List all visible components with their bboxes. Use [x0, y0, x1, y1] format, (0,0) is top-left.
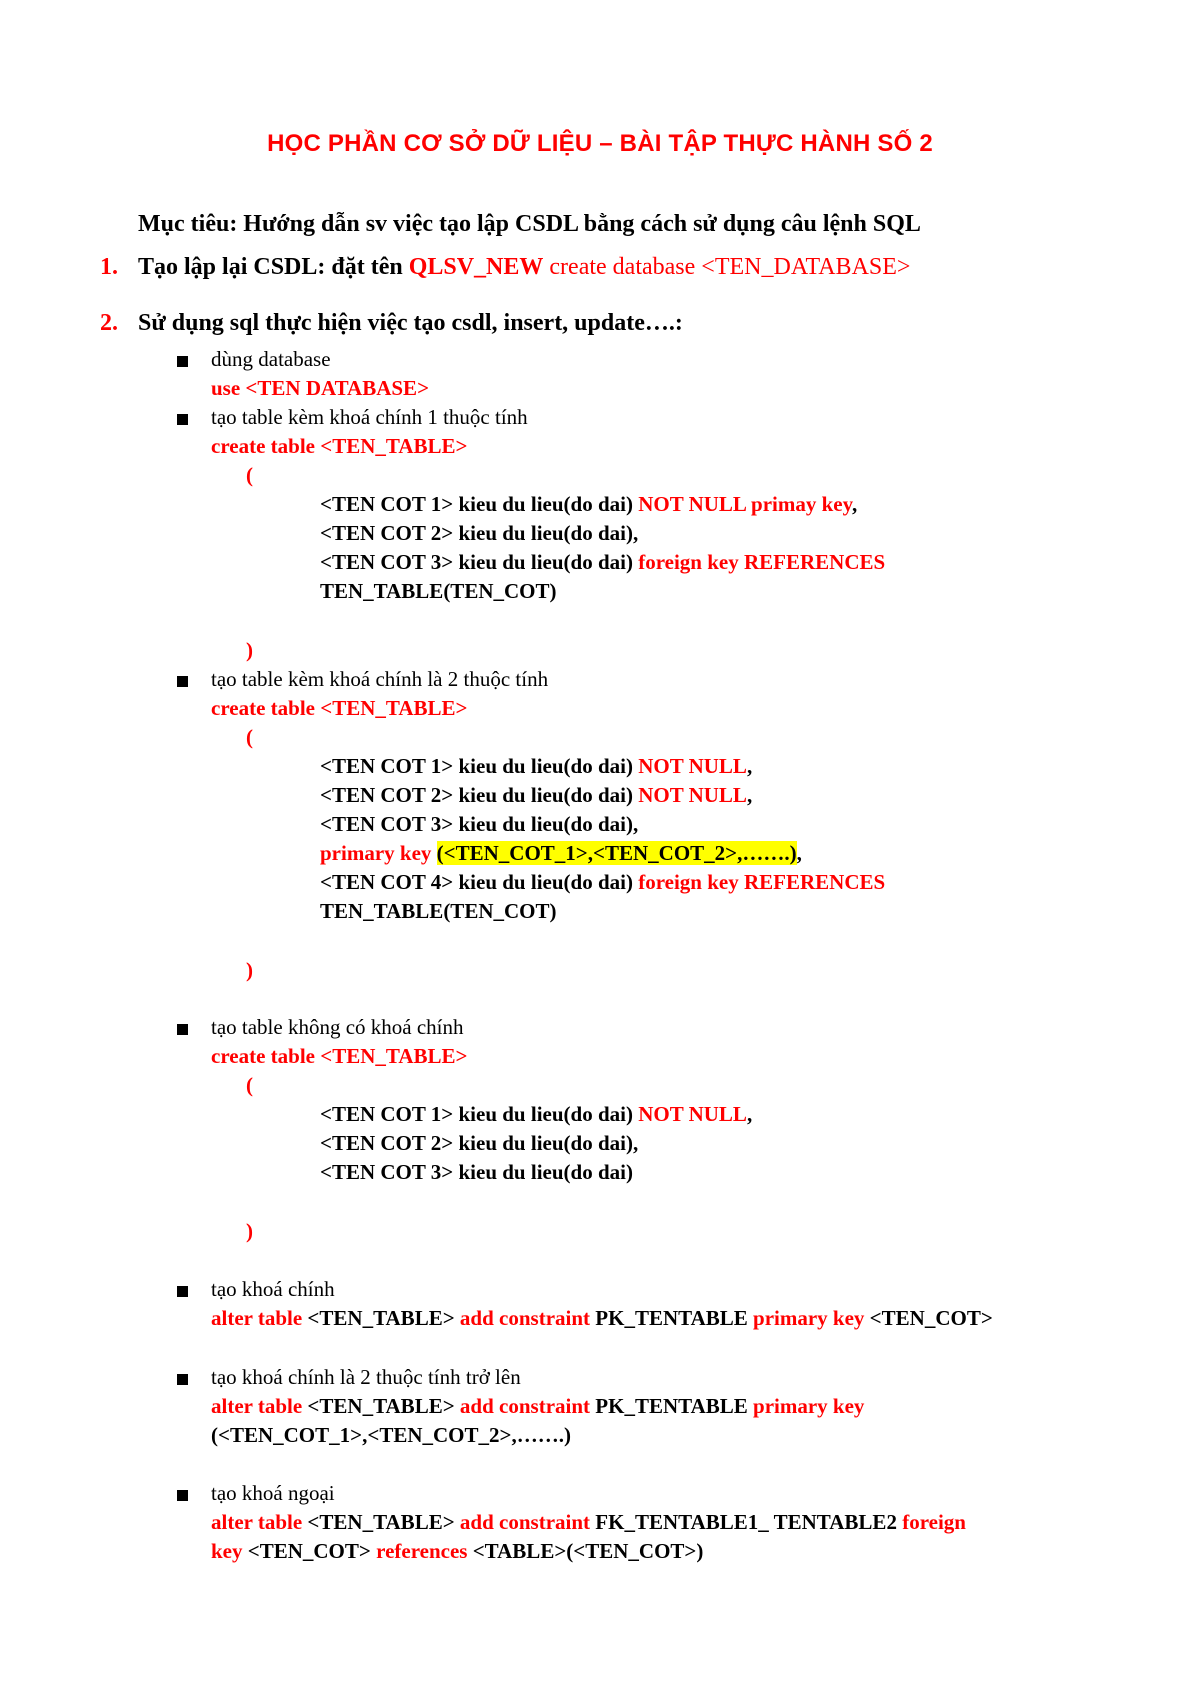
sec-pk2-line3: <TEN COT 3> kieu du lieu(do dai), [320, 812, 639, 836]
keyword: primary key [753, 1306, 870, 1330]
col-def: <TEN COT 1> kieu du lieu(do dai) [320, 492, 639, 516]
identifier: <TEN_COT> [247, 1539, 377, 1563]
sec-pk2-open: ( [246, 725, 253, 749]
sec-nopk-line2: <TEN COT 2> kieu du lieu(do dai), [320, 1131, 639, 1155]
sec-nopk-close: ) [246, 1219, 253, 1243]
keyword: key [211, 1539, 248, 1563]
identifier: <TEN_COT> [869, 1306, 993, 1330]
objective: Mục tiêu: Hướng dẫn sv việc tạo lập CSDL bằng cách sử dụng câu lệnh SQL [138, 211, 921, 237]
sec-pk1-close: ) [246, 638, 253, 662]
sec-addpk2-line2: (<TEN_COT_1>,<TEN_COT_2>,…….) [211, 1423, 571, 1447]
item1-dbname: QLSV_NEW [408, 254, 544, 280]
sec-nopk-open: ( [246, 1073, 253, 1097]
constraint-text: foreign key REFERENCES [638, 870, 886, 894]
bullet-icon [177, 676, 188, 687]
sec-fk-line2 [211, 1539, 703, 1564]
col-def: <TEN COT 1> kieu du lieu(do dai) [320, 1102, 639, 1126]
sec-use-label: dùng database [211, 347, 331, 371]
keyword: alter table [211, 1510, 308, 1534]
sec-pk2-line1 [320, 754, 752, 779]
bullet-icon [177, 1024, 188, 1035]
item2-number [100, 310, 118, 337]
keyword: primary key [753, 1394, 865, 1418]
sec-use-code: use <TEN DATABASE> [211, 376, 430, 400]
sec-pk2-create: create table <TEN_TABLE> [211, 696, 468, 720]
constraint-text: NOT NULL [638, 754, 747, 778]
item1-number [100, 254, 118, 281]
identifier: FK_TENTABLE1_ TENTABLE2 [595, 1510, 903, 1534]
sec-pk1-line2: <TEN COT 2> kieu du lieu(do dai), [320, 521, 639, 545]
sec-addpk-code [211, 1306, 993, 1331]
keyword: alter table [211, 1394, 308, 1418]
comma: , [746, 783, 753, 807]
comma: , [746, 1102, 753, 1126]
sec-pk2-line5 [320, 870, 885, 895]
document-title: HỌC PHẦN CƠ SỞ DỮ LIỆU – BÀI TẬP THỰC HÀNH SỐ 2 [267, 130, 933, 157]
sec-pk2-line2 [320, 783, 752, 808]
sec-nopk-line1 [320, 1102, 752, 1127]
sec-addpk2-code [211, 1394, 864, 1419]
identifier: <TABLE>(<TEN_COT>) [472, 1539, 704, 1563]
constraint-text: primary key [320, 841, 437, 865]
sec-pk2-line6: TEN_TABLE(TEN_COT) [320, 899, 557, 923]
bullet-icon [177, 1490, 188, 1501]
col-def: <TEN COT 3> kieu du lieu(do dai) [320, 550, 639, 574]
bullet-icon [177, 1286, 188, 1297]
item2-text: Sử dụng sql thực hiện việc tạo csdl, insert, update….: [138, 310, 683, 336]
keyword: add constraint [459, 1510, 596, 1534]
comma: , [746, 754, 753, 778]
sec-pk1-line3 [320, 550, 885, 575]
sec-nopk-line3: <TEN COT 3> kieu du lieu(do dai) [320, 1160, 633, 1184]
bullet-icon [177, 1374, 188, 1385]
keyword: foreign [902, 1510, 966, 1534]
sec-pk1-create: create table <TEN_TABLE> [211, 434, 468, 458]
identifier: PK_TENTABLE [595, 1306, 754, 1330]
constraint-text: NOT NULL [638, 783, 747, 807]
sec-pk1-label: tạo table kèm khoá chính 1 thuộc tính [211, 405, 528, 429]
sec-fk-code [211, 1510, 966, 1535]
sec-pk1-line4: TEN_TABLE(TEN_COT) [320, 579, 557, 603]
col-def: <TEN COT 2> kieu du lieu(do dai) [320, 783, 639, 807]
keyword: add constraint [459, 1306, 596, 1330]
sec-pk2-line4 [320, 841, 802, 866]
keyword: add constraint [459, 1394, 596, 1418]
bullet-icon [177, 356, 188, 367]
sec-pk1-line1 [320, 492, 857, 517]
col-def: <TEN COT 4> kieu du lieu(do dai) [320, 870, 639, 894]
sec-nopk-label: tạo table không có khoá chính [211, 1015, 464, 1039]
item2-number-label: 2. [100, 310, 118, 336]
keyword: references [376, 1539, 473, 1563]
bullet-icon [177, 414, 188, 425]
item1-cmd: create database <TEN_DATABASE> [543, 254, 911, 280]
item1-number-label: 1. [100, 254, 118, 280]
item1-text: Tạo lập lại CSDL: đặt tên [138, 254, 409, 280]
identifier: <TEN_TABLE> [307, 1306, 460, 1330]
sec-fk-label: tạo khoá ngoại [211, 1481, 335, 1505]
item1-line [138, 254, 910, 281]
keyword: alter table [211, 1306, 308, 1330]
comma: , [851, 492, 858, 516]
comma: , [796, 841, 802, 865]
identifier: PK_TENTABLE [595, 1394, 754, 1418]
sec-pk1-open: ( [246, 463, 253, 487]
sec-addpk-label: tạo khoá chính [211, 1277, 335, 1301]
sec-pk2-close: ) [246, 958, 253, 982]
highlighted-columns: (<TEN_COT_1>,<TEN_COT_2>,…….) [436, 841, 797, 865]
constraint-text: foreign key REFERENCES [638, 550, 886, 574]
sec-pk2-label: tạo table kèm khoá chính là 2 thuộc tính [211, 667, 549, 691]
sec-nopk-create: create table <TEN_TABLE> [211, 1044, 468, 1068]
sec-addpk2-label: tạo khoá chính là 2 thuộc tính trở lên [211, 1365, 521, 1389]
constraint-text: NOT NULL primay key [638, 492, 852, 516]
identifier: <TEN_TABLE> [307, 1394, 460, 1418]
col-def: <TEN COT 1> kieu du lieu(do dai) [320, 754, 639, 778]
identifier: <TEN_TABLE> [307, 1510, 460, 1534]
constraint-text: NOT NULL [638, 1102, 747, 1126]
